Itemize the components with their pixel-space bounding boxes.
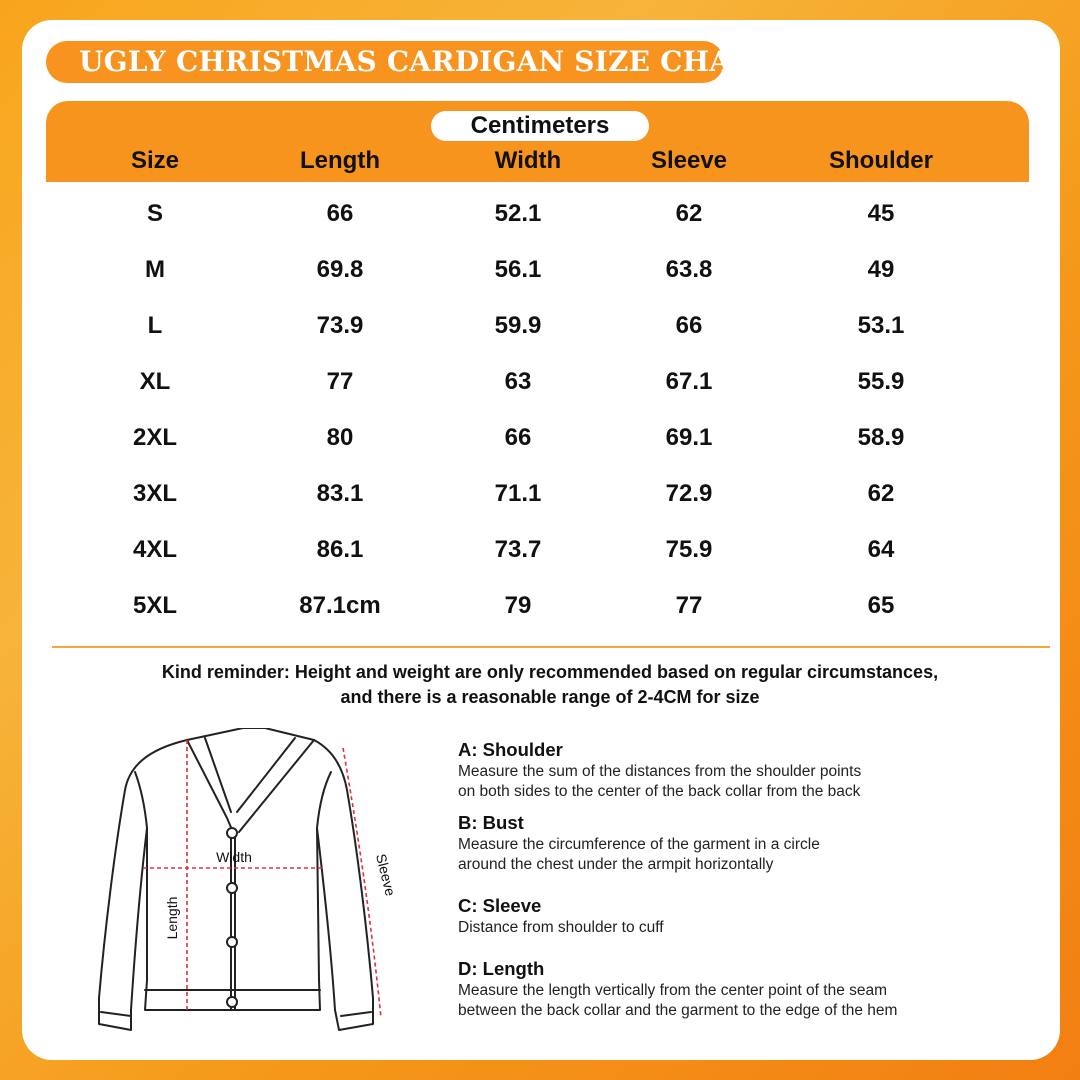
cell-width: 71.1	[494, 480, 542, 507]
cell-length: 80	[326, 424, 354, 451]
cell-width: 59.9	[494, 312, 542, 339]
button-2	[227, 883, 237, 893]
armhole-left	[135, 772, 147, 828]
cell-length: 86.1	[316, 536, 364, 563]
column-header-length: Length	[300, 147, 380, 174]
cell-size: M	[145, 256, 165, 283]
cell-size: XL	[139, 368, 171, 395]
button-3	[227, 937, 237, 947]
reminder-line-1: Kind reminder: Height and weight are only recommended based on regular circumstances,	[161, 662, 939, 682]
cell-shoulder: 53.1	[857, 312, 905, 339]
cell-sleeve: 63.8	[665, 256, 713, 283]
cell-shoulder: 55.9	[857, 368, 905, 395]
reminder-line-2: and there is a reasonable range of 2-4CM for size	[340, 687, 760, 707]
definition-bust-desc-1: Measure the circumference of the garment in a circle	[458, 836, 820, 853]
cell-width: 52.1	[494, 200, 542, 227]
unit-label: Centimeters	[431, 111, 649, 141]
cell-sleeve: 66	[675, 312, 703, 339]
column-header-size: Size	[130, 147, 180, 174]
cell-width: 66	[504, 424, 532, 451]
sleeve-guide-line	[343, 748, 381, 1018]
cell-length: 77	[326, 368, 354, 395]
cell-width: 73.7	[494, 536, 542, 563]
cell-size: 3XL	[132, 480, 178, 507]
cell-sleeve: 77	[675, 592, 703, 619]
definition-sleeve-desc-1: Distance from shoulder to cuff	[458, 919, 664, 936]
cell-shoulder: 49	[867, 256, 895, 283]
definition-length-desc-2: between the back collar and the garment to the edge of the hem	[458, 1002, 898, 1019]
definition-shoulder-title: A: Shoulder	[458, 739, 563, 760]
cuff-left	[101, 1012, 131, 1016]
cell-size: 4XL	[132, 536, 178, 563]
column-header-width: Width	[494, 147, 562, 174]
cell-size: 5XL	[132, 592, 178, 619]
cell-sleeve: 67.1	[665, 368, 713, 395]
length-label: Length	[164, 896, 180, 940]
definition-shoulder-desc-1: Measure the sum of the distances from the shoulder points	[458, 763, 862, 780]
definition-sleeve-title: C: Sleeve	[458, 895, 542, 916]
definition-shoulder-desc-2: on both sides to the center of the back collar from the back	[458, 783, 861, 800]
cell-size: 2XL	[132, 424, 178, 451]
size-reminder	[60, 660, 1040, 710]
cell-width: 56.1	[494, 256, 542, 283]
cell-sleeve: 69.1	[665, 424, 713, 451]
collar-right	[239, 740, 314, 832]
definition-length-title: D: Length	[458, 958, 545, 979]
section-divider	[52, 646, 1050, 648]
cell-sleeve: 75.9	[665, 536, 713, 563]
cell-length: 87.1cm	[299, 592, 381, 619]
button-1	[227, 828, 237, 838]
cell-width: 79	[504, 592, 532, 619]
cell-shoulder: 65	[867, 592, 895, 619]
page-title: UGLY CHRISTMAS CARDIGAN SIZE CHART	[46, 41, 724, 83]
cell-sleeve: 72.9	[665, 480, 713, 507]
cardigan-diagram	[95, 728, 405, 1043]
cell-length: 73.9	[316, 312, 364, 339]
definition-bust-desc-2: around the chest under the armpit horizontally	[458, 856, 774, 873]
column-header-sleeve: Sleeve	[650, 147, 728, 174]
cell-size: L	[147, 312, 163, 339]
button-4	[227, 997, 237, 1007]
cuff-right	[341, 1012, 371, 1016]
cell-size: S	[146, 200, 164, 227]
cell-shoulder: 45	[867, 200, 895, 227]
cell-shoulder: 64	[867, 536, 895, 563]
width-label: Width	[216, 849, 252, 865]
cell-length: 69.8	[316, 256, 364, 283]
cell-width: 63	[504, 368, 532, 395]
cell-sleeve: 62	[675, 200, 703, 227]
definition-bust-title: B: Bust	[458, 812, 524, 833]
definition-length-desc-1: Measure the length vertically from the center point of the seam	[458, 982, 888, 999]
cell-shoulder: 62	[867, 480, 895, 507]
sleeve-label: Sleeve	[372, 852, 399, 898]
cell-shoulder: 58.9	[857, 424, 905, 451]
cell-length: 66	[326, 200, 354, 227]
armhole-right	[317, 772, 331, 828]
cell-length: 83.1	[316, 480, 364, 507]
column-header-shoulder: Shoulder	[828, 147, 934, 174]
